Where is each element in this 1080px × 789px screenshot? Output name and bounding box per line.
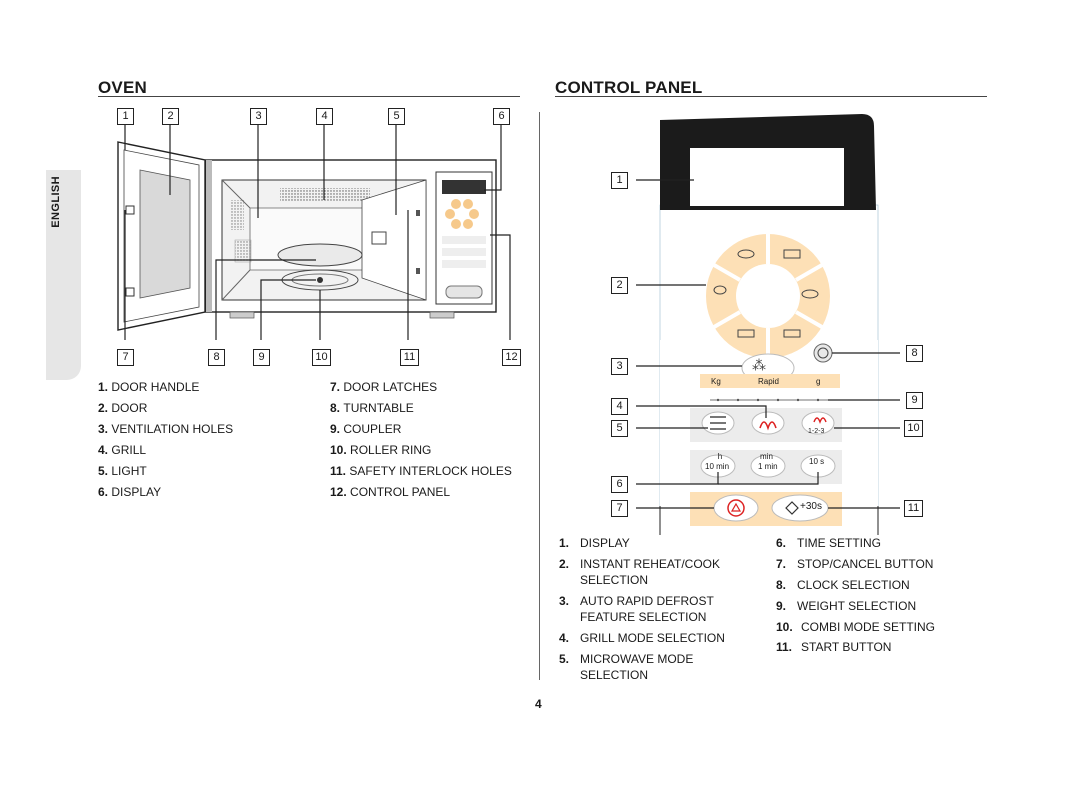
control-panel-illustration xyxy=(600,110,940,535)
list-item: 3. VENTILATION HOLES xyxy=(98,422,234,436)
panel-parts-left xyxy=(559,535,739,688)
oven-callout-3: 3 xyxy=(250,108,267,125)
second-label: 10 s xyxy=(809,457,825,466)
list-item: 11. START BUTTON xyxy=(776,640,892,654)
list-item: 10. ROLLER RING xyxy=(330,443,432,457)
oven-callout-5: 5 xyxy=(388,108,405,125)
panel-callout-6: 6 xyxy=(611,476,628,493)
panel-callout-2: 2 xyxy=(611,277,628,294)
start-button-label: +30s xyxy=(800,501,822,512)
list-item: 5. LIGHT xyxy=(98,464,147,478)
defrost-icon: ⁂ xyxy=(752,358,766,374)
list-item: 1. DOOR HANDLE xyxy=(98,380,200,394)
list-item: 4. GRILL MODE SELECTION xyxy=(559,631,725,645)
page-number: 4 xyxy=(535,697,542,711)
list-item: 11. SAFETY INTERLOCK HOLES xyxy=(330,464,512,478)
oven-callout-2: 2 xyxy=(162,108,179,125)
panel-callout-8: 8 xyxy=(906,345,923,362)
kg-label: Kg xyxy=(711,377,721,386)
panel-callout-1: 1 xyxy=(611,172,628,189)
oven-heading-rule xyxy=(98,96,520,97)
language-tab xyxy=(46,170,81,380)
panel-callout-7: 7 xyxy=(611,500,628,517)
list-item: 12. CONTROL PANEL xyxy=(330,485,451,499)
control-panel-heading-rule xyxy=(555,96,987,97)
oven-callout-4: 4 xyxy=(316,108,333,125)
oven-heading: OVEN xyxy=(98,78,147,97)
panel-parts-right xyxy=(776,535,956,660)
combi-sequence-label: 1-2-3 xyxy=(808,428,825,435)
list-item: 7. STOP/CANCEL BUTTON xyxy=(776,557,934,571)
list-item: 10. COMBI MODE SETTING xyxy=(776,620,936,634)
oven-callout-9: 9 xyxy=(253,349,270,366)
column-divider xyxy=(539,112,540,680)
control-panel-heading: CONTROL PANEL xyxy=(555,78,703,97)
panel-callout-4: 4 xyxy=(611,398,628,415)
list-item: 2. DOOR xyxy=(98,401,148,415)
list-item: 9. WEIGHT SELECTION xyxy=(776,599,917,613)
oven-callout-11: 11 xyxy=(400,349,419,366)
panel-callout-10: 10 xyxy=(904,420,923,437)
list-item: 7. DOOR LATCHES xyxy=(330,380,438,394)
list-item: 4. GRILL xyxy=(98,443,147,457)
panel-callout-9: 9 xyxy=(906,392,923,409)
list-item: 9. COUPLER xyxy=(330,422,402,436)
oven-parts-left xyxy=(98,377,233,503)
oven-callout-6: 6 xyxy=(493,108,510,125)
minute-sub-label: 1 min xyxy=(758,462,778,471)
list-item: 3. AUTO RAPID DEFROST FEATURE SELECTION xyxy=(559,594,714,624)
oven-illustration xyxy=(90,100,530,380)
list-item: 8. CLOCK SELECTION xyxy=(776,578,910,592)
list-item: 6. DISPLAY xyxy=(98,485,162,499)
list-item: 8. TURNTABLE xyxy=(330,401,414,415)
panel-callout-11: 11 xyxy=(904,500,923,517)
panel-callout-5: 5 xyxy=(611,420,628,437)
list-item: 1. DISPLAY xyxy=(559,536,630,550)
rapid-label: Rapid xyxy=(758,377,779,386)
list-item: 2. INSTANT REHEAT/COOK SELECTION xyxy=(559,557,721,587)
hour-sub-label: 10 min xyxy=(705,462,730,471)
oven-parts-right xyxy=(330,377,512,503)
minute-label: min xyxy=(760,452,773,461)
list-item: 5. MICROWAVE MODE SELECTION xyxy=(559,652,694,682)
oven-callout-12: 12 xyxy=(502,349,521,366)
panel-callout-3: 3 xyxy=(611,358,628,375)
oven-callout-7: 7 xyxy=(117,349,134,366)
oven-callout-10: 10 xyxy=(312,349,331,366)
hour-label: h xyxy=(717,452,723,461)
oven-callout-8: 8 xyxy=(208,349,225,366)
list-item: 6. TIME SETTING xyxy=(776,536,881,550)
g-label: g xyxy=(816,377,821,386)
language-tab-label: ENGLISH xyxy=(50,176,62,228)
oven-callout-1: 1 xyxy=(117,108,134,125)
